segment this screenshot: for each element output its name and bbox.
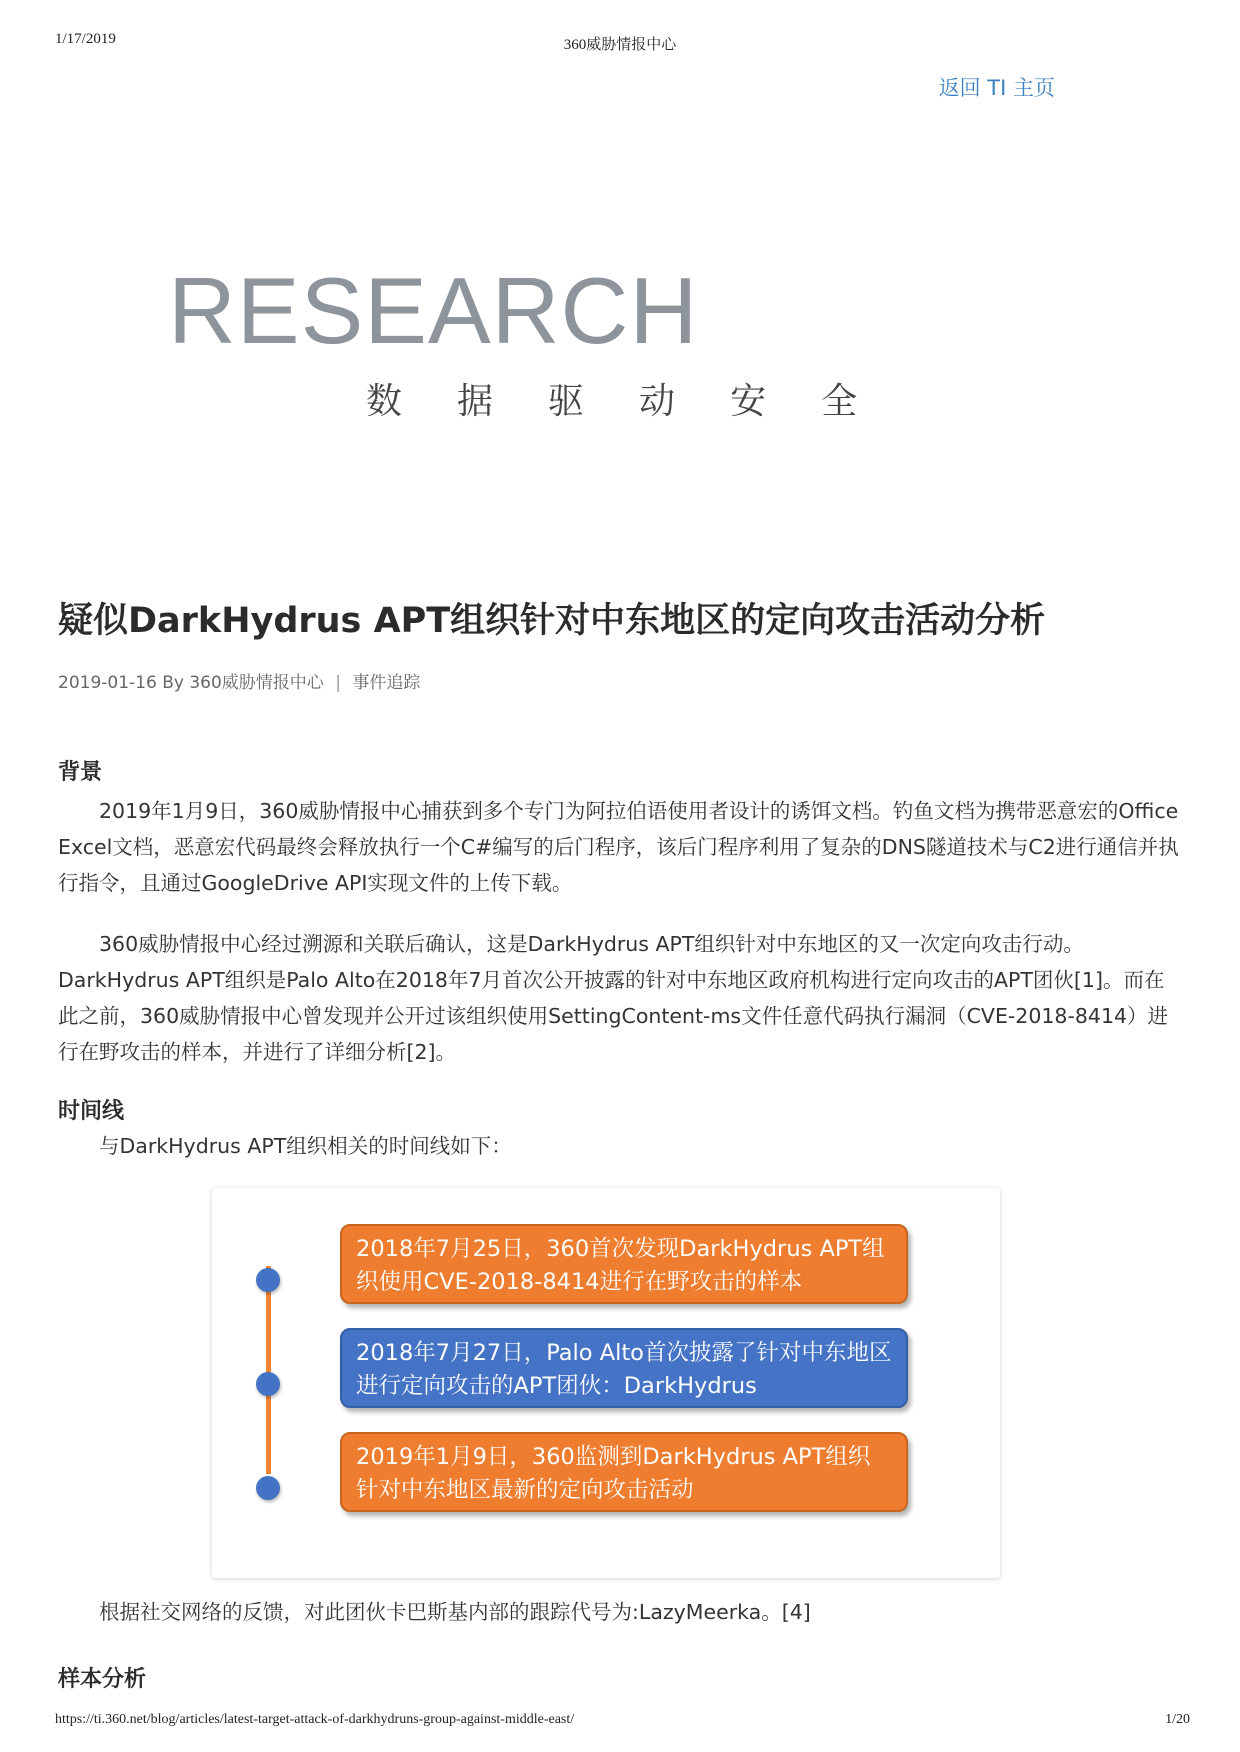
- timeline-event: 2018年7月25日，360首次发现DarkHydrus APT组织使用CVE-2018-8414进行在野攻击的样本: [340, 1224, 908, 1304]
- timeline-dot: [256, 1476, 280, 1500]
- article-title: 疑似DarkHydrus APT组织针对中东地区的定向攻击活动分析: [58, 601, 1046, 641]
- paragraph: 与DarkHydrus APT组织相关的时间线如下：: [99, 1134, 512, 1158]
- slogan-char: 数: [366, 381, 403, 422]
- article-meta: [58, 668, 420, 693]
- print-page-title: 360威胁情报中心: [563, 37, 677, 53]
- timeline-line: [266, 1266, 271, 1474]
- print-page-number: 1/20: [1165, 1712, 1190, 1727]
- article-author-link[interactable]: 360威胁情报中心: [189, 673, 324, 693]
- back-to-ti-home-link[interactable]: 返回 TI 主页: [938, 76, 1055, 100]
- timeline-dot: [256, 1268, 280, 1292]
- slogan-char: 安: [730, 381, 767, 422]
- section-heading-background: 背景: [58, 760, 103, 785]
- timeline-event: 2018年7月27日，Palo Alto首次披露了针对中东地区进行定向攻击的APT团伙：DarkHydrus: [340, 1328, 908, 1408]
- timeline-event: 2019年1月9日，360监测到DarkHydrus APT组织针对中东地区最新的定向攻击活动: [340, 1432, 908, 1512]
- slogan-char: 驱: [548, 381, 585, 422]
- paragraph: 360威胁情报中心经过溯源和关联后确认，这是DarkHydrus APT组织针对中东地区的又一次定向攻击行动。DarkHydrus APT组织是Palo Alto在2018年7月首次公开披露的针对中东地区政府机构进行定向攻击的APT团伙[1]。而在此之前，360威胁情报中心曾发现并公开过该组织使用SettingContent-ms文件任意代码执行漏洞（CVE-2018-8414）进行在野攻击的样本，并进行了详细分析[2]。: [58, 932, 1169, 1064]
- meta-separator: |: [335, 673, 341, 693]
- section-heading-sample-analysis: 样本分析: [58, 1667, 147, 1692]
- timeline-figure: [212, 1188, 1000, 1578]
- banner-research-text: RESEARCH: [168, 258, 699, 363]
- timeline-dot: [256, 1372, 280, 1396]
- paragraph: 2019年1月9日，360威胁情报中心捕获到多个专门为阿拉伯语使用者设计的诱饵文档。钓鱼文档为携带恶意宏的Office Excel文档，恶意宏代码最终会释放执行一个C#编写的后门程序，该后门程序利用了复杂的DNS隧道技术与C2进行通信并执行指令，且通过GoogleDrive API实现文件的上传下载。: [58, 799, 1179, 895]
- print-date: 1/17/2019: [55, 31, 116, 47]
- paragraph: 根据社交网络的反馈，对此团伙卡巴斯基内部的跟踪代号为:LazyMeerka。[4]: [99, 1600, 811, 1624]
- slogan-char: 动: [639, 381, 676, 422]
- section-heading-timeline: 时间线: [58, 1099, 125, 1124]
- article-by: By: [162, 673, 184, 693]
- article-date: 2019-01-16: [58, 673, 157, 693]
- article-category-link[interactable]: 事件追踪: [352, 673, 421, 693]
- slogan-char: 全: [821, 381, 858, 422]
- slogan-char: 据: [457, 381, 494, 422]
- banner-slogan: [366, 381, 858, 422]
- print-url: https://ti.360.net/blog/articles/latest-target-attack-of-darkhydruns-group-against-middle-east/: [55, 1712, 575, 1727]
